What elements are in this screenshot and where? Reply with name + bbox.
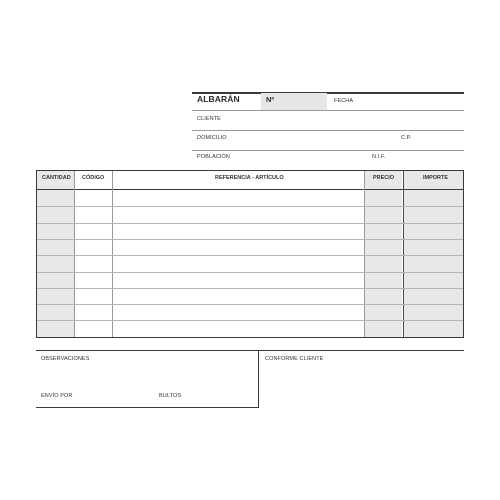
tax-id-label: N.I.F. xyxy=(372,154,386,160)
footer-section xyxy=(36,350,464,408)
postal-code-label: C.P. xyxy=(401,135,412,141)
price-column-shade xyxy=(364,171,402,337)
client-conformity-label: CONFORME CLIENTE xyxy=(265,356,324,362)
shipped-via-label: ENVÍO POR xyxy=(41,393,73,399)
table-row xyxy=(37,320,463,321)
client-label: CLIENTE xyxy=(197,116,221,122)
table-row xyxy=(37,206,463,207)
items-table xyxy=(36,170,464,338)
column-header-quantity: CANTIDAD xyxy=(42,175,71,181)
column-header-price: PRECIO xyxy=(373,175,395,181)
column-divider xyxy=(112,171,113,337)
quantity-column-shade xyxy=(37,171,74,337)
table-row xyxy=(37,223,463,224)
column-divider xyxy=(74,171,75,337)
table-header xyxy=(37,171,463,190)
table-row xyxy=(37,239,463,240)
number-label: Nº xyxy=(266,95,275,104)
column-header-code: CÓDIGO xyxy=(82,175,105,181)
town-label: POBLACIÓN xyxy=(197,154,230,160)
column-divider xyxy=(364,171,365,337)
table-row xyxy=(37,304,463,305)
observations-label: OBSERVACIONES xyxy=(41,356,90,362)
amount-column-shade xyxy=(403,171,463,337)
table-row xyxy=(37,288,463,289)
table-row xyxy=(37,272,463,273)
date-label: FECHA xyxy=(334,98,354,104)
document-title: ALBARÁN xyxy=(197,94,240,104)
column-divider xyxy=(403,171,404,337)
packages-label: BULTOS xyxy=(159,393,182,399)
address-label: DOMICILIO xyxy=(197,135,227,141)
table-row xyxy=(37,255,463,256)
header-rule-1 xyxy=(192,110,464,111)
column-header-reference: REFERENCIA - ARTÍCULO xyxy=(215,175,284,181)
header-rule-3 xyxy=(192,150,464,151)
header-rule-2 xyxy=(192,130,464,131)
column-header-amount: IMPORTE xyxy=(423,175,449,181)
